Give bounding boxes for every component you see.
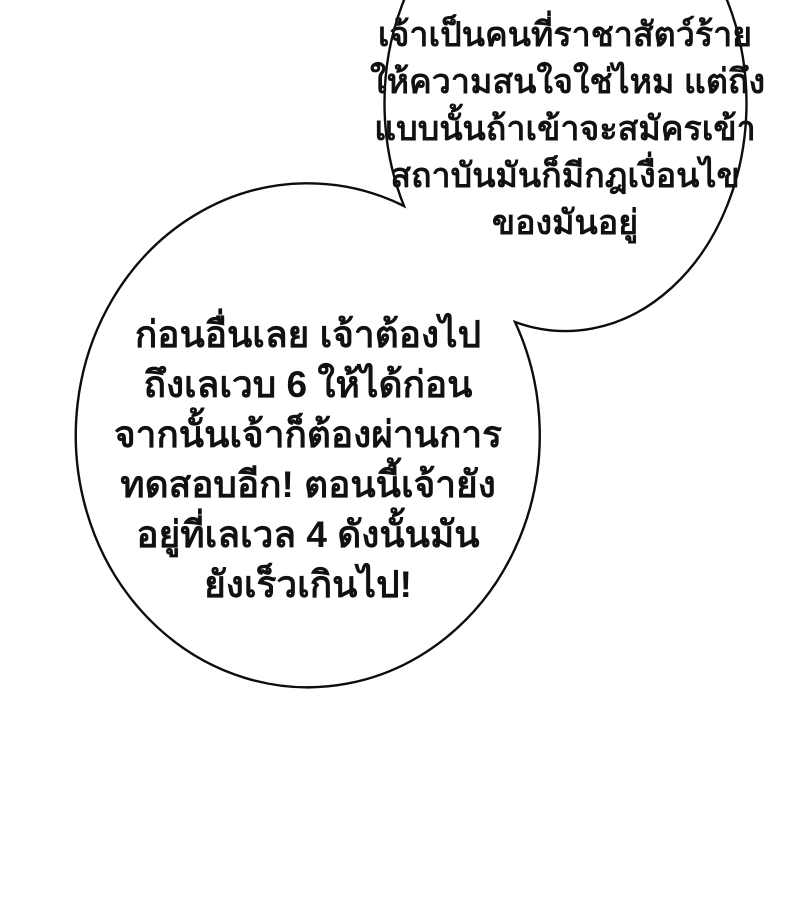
speech-line: ยังเร็วเกินไป!	[204, 564, 412, 605]
speech-line: อยู่ที่เลเวล 4 ดังนั้นมัน	[136, 514, 480, 555]
speech-line: ถึงเลเวบ 6 ให้ได้ก่อน	[143, 364, 473, 405]
speech-bubble-top-right	[370, 12, 766, 247]
speech-bubble-center-left	[78, 310, 538, 610]
speech-line: สถาบันมันก็มีกฎเงื่อนไข	[390, 157, 740, 195]
speech-line: ทดสอบอีก! ตอนนี้เจ้ายัง	[120, 464, 496, 505]
speech-line: เจ้าเป็นคนที่ราชาสัตว์ร้าย	[377, 16, 753, 54]
speech-line: จากนั้นเจ้าก็ต้องผ่านการ	[113, 414, 503, 455]
speech-line: ให้ความสนใจใช่ไหม แต่ถึง	[370, 63, 766, 101]
speech-line: ก่อนอื่นเลย เจ้าต้องไป	[134, 314, 482, 355]
speech-line: ของมันอยู่	[491, 204, 639, 242]
speech-line: แบบนั้นถ้าเข้าจะสมัครเข้า	[374, 110, 756, 148]
